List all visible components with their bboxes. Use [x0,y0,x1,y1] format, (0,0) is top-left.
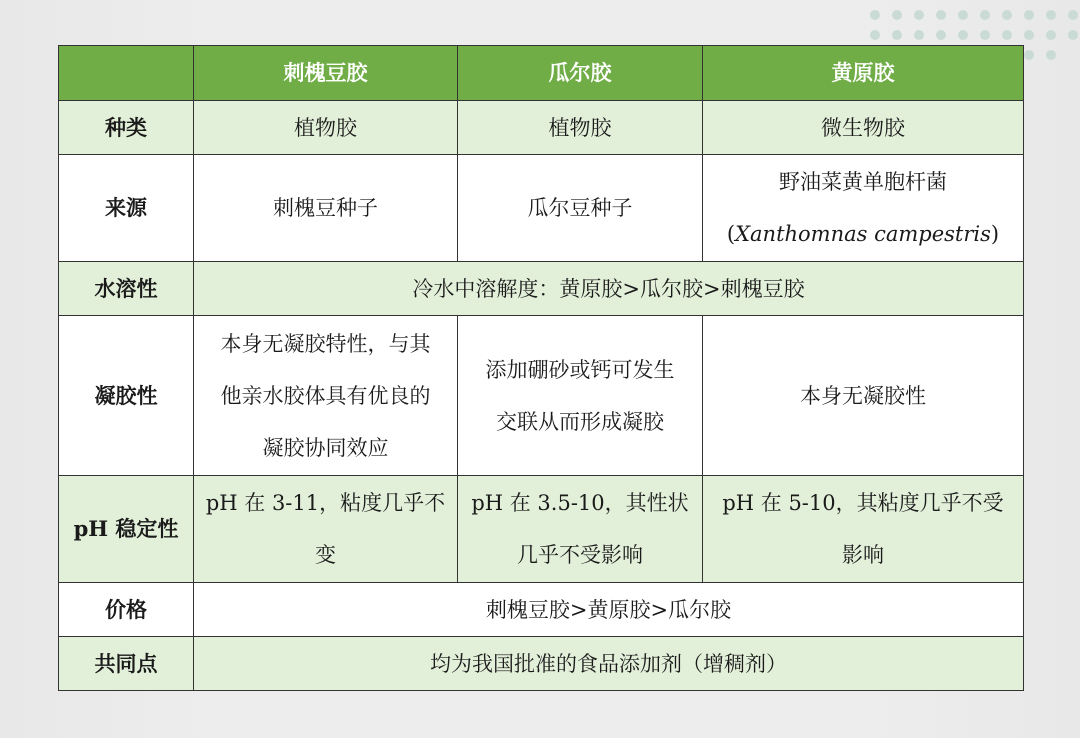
decorative-dot [892,30,902,40]
cell-price-value: 刺槐豆胶>黄原胶>瓜尔胶 [194,583,1024,637]
row-solubility [59,262,1024,316]
row-common [59,637,1024,691]
cell-source-locust: 刺槐豆种子 [194,155,458,262]
row-source [59,155,1024,262]
cell-source-xanthan [703,155,1024,262]
row-label-gelling: 凝胶性 [59,316,194,476]
cell-gelling-guar [458,316,703,476]
decorative-dot [1024,10,1034,20]
decorative-dot [1068,30,1078,40]
ph-xanthan-line1: pH 在 5-10，其粘度几乎不受 [722,491,1004,515]
header-corner-cell [59,46,194,101]
decorative-dot [1046,10,1056,20]
gelling-locust-line3: 凝胶协同效应 [262,435,389,460]
header-row [59,46,1024,101]
gelling-guar-line1: 添加硼砂或钙可发生 [485,357,675,382]
ph-locust-line1: pH 在 3-11，粘度几乎不 [205,491,446,515]
header-locust-bean-gum: 刺槐豆胶 [194,46,458,101]
source-xanthan-line1: 野油菜黄单胞杆菌 [779,170,947,194]
row-label-source: 来源 [59,155,194,262]
cell-ph-locust [194,476,458,583]
gelling-guar-line2: 交联从而形成凝胶 [496,409,664,434]
row-gelling [59,316,1024,476]
decorative-dot [958,10,968,20]
decorative-dot [936,10,946,20]
decorative-dot [914,10,924,20]
decorative-dot [914,30,924,40]
decorative-dot [870,10,880,20]
cell-source-guar: 瓜尔豆种子 [458,155,703,262]
row-label-type: 种类 [59,101,194,155]
decorative-dot [892,10,902,20]
cell-type-guar: 植物胶 [458,101,703,155]
row-label-price: 价格 [59,583,194,637]
cell-type-xanthan: 微生物胶 [703,101,1024,155]
row-type [59,101,1024,155]
decorative-dot [870,30,880,40]
cell-solubility-value: 冷水中溶解度：黄原胶>瓜尔胶>刺槐豆胶 [194,262,1024,316]
ph-locust-line2: 变 [315,543,336,567]
row-label-ph-stability: pH 稳定性 [59,476,194,583]
source-xanthan-line2: (Xanthomnas campestris) [726,222,1000,246]
decorative-dot [1046,50,1056,60]
header-guar-gum: 瓜尔胶 [458,46,703,101]
row-label-common: 共同点 [59,637,194,691]
cell-ph-guar [458,476,703,583]
decorative-dot [936,30,946,40]
decorative-dot [1024,30,1034,40]
cell-type-locust: 植物胶 [194,101,458,155]
decorative-dot [1024,50,1034,60]
gum-comparison-table [58,45,1024,691]
cell-gelling-locust [194,316,458,476]
row-price [59,583,1024,637]
decorative-dot [980,30,990,40]
row-label-solubility: 水溶性 [59,262,194,316]
cell-ph-xanthan [703,476,1024,583]
header-xanthan-gum: 黄原胶 [703,46,1024,101]
ph-guar-line1: pH 在 3.5-10，其性状 [471,491,689,515]
gelling-locust-line2: 他亲水胶体具有优良的 [220,383,431,408]
decorative-dot [958,30,968,40]
gelling-locust-line1: 本身无凝胶特性，与其 [220,331,431,356]
decorative-dot [1002,10,1012,20]
decorative-dot [1002,30,1012,40]
decorative-dot [1046,30,1056,40]
cell-gelling-xanthan: 本身无凝胶性 [703,316,1024,476]
decorative-dot [980,10,990,20]
cell-common-value: 均为我国批准的食品添加剂（增稠剂） [194,637,1024,691]
row-ph-stability [59,476,1024,583]
ph-xanthan-line2: 影响 [842,543,884,567]
ph-guar-line2: 几乎不受影响 [517,543,643,567]
decorative-dot [1068,10,1078,20]
